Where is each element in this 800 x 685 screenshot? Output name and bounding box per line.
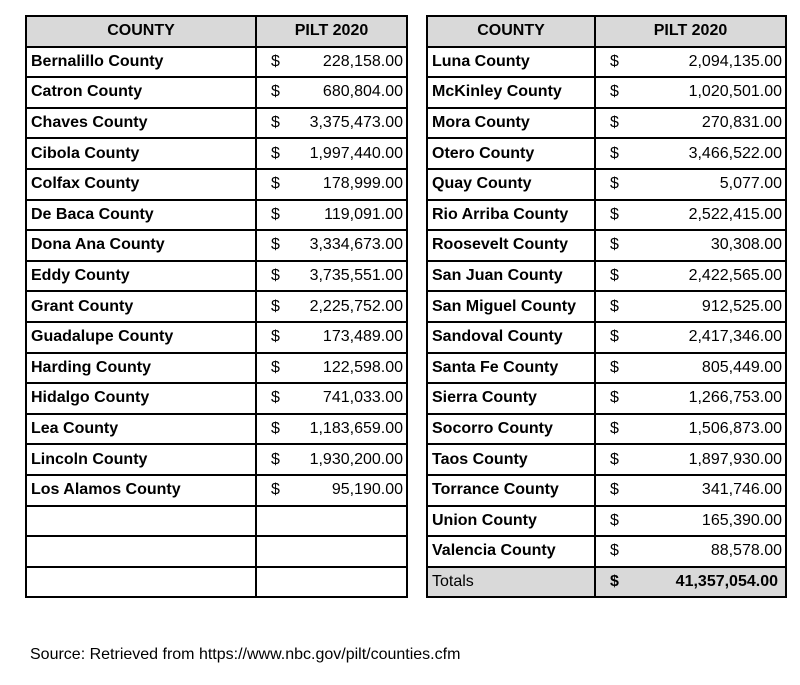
pilt-amount-cell (256, 169, 407, 200)
currency-symbol: $ (271, 328, 280, 346)
totals-row (427, 567, 786, 598)
currency-symbol: $ (610, 267, 619, 285)
table-row (427, 47, 786, 78)
table-row (26, 77, 407, 108)
table-row (427, 536, 786, 567)
table-row (26, 414, 407, 445)
currency-symbol: $ (610, 205, 619, 223)
pilt-amount-cell (595, 291, 786, 322)
pilt-header: PILT 2020 (256, 16, 407, 47)
pilt-amount-cell (595, 322, 786, 353)
pilt-amount: 341,746.00 (701, 481, 782, 499)
pilt-amount: 30,308.00 (710, 236, 782, 254)
currency-symbol: $ (610, 83, 619, 101)
pilt-amount-cell (595, 77, 786, 108)
county-name: Guadalupe County (26, 322, 256, 353)
currency-symbol: $ (271, 481, 280, 499)
county-name: Luna County (427, 47, 595, 78)
pilt-amount: 88,578.00 (710, 542, 782, 560)
table-row (26, 383, 407, 414)
currency-symbol: $ (610, 297, 619, 315)
county-name: Valencia County (427, 536, 595, 567)
pilt-amount-cell (595, 414, 786, 445)
currency-symbol: $ (271, 52, 280, 70)
currency-symbol: $ (610, 358, 619, 376)
county-name: San Miguel County (427, 291, 595, 322)
pilt-amount-cell (595, 353, 786, 384)
table-row (427, 291, 786, 322)
currency-symbol: $ (271, 267, 280, 285)
pilt-amount-cell (595, 47, 786, 78)
pilt-table-left (25, 15, 408, 598)
pilt-amount: 912,525.00 (701, 297, 782, 315)
pilt-amount: 165,390.00 (701, 511, 782, 529)
pilt-amount-cell (595, 169, 786, 200)
currency-symbol: $ (271, 205, 280, 223)
totals-amount-cell (595, 567, 786, 598)
pilt-amount: 2,522,415.00 (688, 205, 782, 223)
pilt-amount-cell (595, 444, 786, 475)
table-row (427, 138, 786, 169)
pilt-amount-cell (256, 47, 407, 78)
county-name: Eddy County (26, 261, 256, 292)
table-row (26, 291, 407, 322)
empty-row (26, 506, 407, 537)
pilt-amount-cell (256, 200, 407, 231)
currency-symbol: $ (271, 358, 280, 376)
pilt-amount-cell (595, 536, 786, 567)
pilt-amount: 1,020,501.00 (688, 83, 782, 101)
pilt-amount: 173,489.00 (322, 328, 403, 346)
table-row (26, 444, 407, 475)
pilt-amount: 1,930,200.00 (309, 450, 403, 468)
table-row (427, 322, 786, 353)
pilt-amount-cell (256, 475, 407, 506)
totals-label: Totals (427, 567, 595, 598)
county-name: Hidalgo County (26, 383, 256, 414)
currency-symbol: $ (271, 297, 280, 315)
table-row (427, 383, 786, 414)
pilt-amount: 228,158.00 (322, 52, 403, 70)
currency-symbol: $ (610, 328, 619, 346)
county-name: Los Alamos County (26, 475, 256, 506)
table-row (427, 444, 786, 475)
pilt-amount-cell (256, 383, 407, 414)
pilt-amount: 1,506,873.00 (688, 420, 782, 438)
pilt-amount-cell (256, 353, 407, 384)
empty-row (26, 567, 407, 598)
currency-symbol: $ (610, 389, 619, 407)
pilt-amount-cell (256, 138, 407, 169)
currency-symbol: $ (610, 52, 619, 70)
table-row (427, 506, 786, 537)
county-name: Dona Ana County (26, 230, 256, 261)
county-name: McKinley County (427, 77, 595, 108)
table-row (427, 200, 786, 231)
pilt-amount: 680,804.00 (322, 83, 403, 101)
county-name: Rio Arriba County (427, 200, 595, 231)
empty-cell (256, 506, 407, 537)
currency-symbol: $ (610, 450, 619, 468)
county-name: Lea County (26, 414, 256, 445)
table-row (427, 414, 786, 445)
county-name: Bernalillo County (26, 47, 256, 78)
county-name: San Juan County (427, 261, 595, 292)
pilt-amount: 1,997,440.00 (309, 144, 403, 162)
pilt-table-right (426, 15, 787, 598)
pilt-amount-cell (256, 414, 407, 445)
table-row (427, 261, 786, 292)
pilt-amount: 178,999.00 (322, 175, 403, 193)
table-row (26, 108, 407, 139)
county-name: De Baca County (26, 200, 256, 231)
county-name: Otero County (427, 138, 595, 169)
table-row (427, 169, 786, 200)
county-name: Cibola County (26, 138, 256, 169)
county-name: Sierra County (427, 383, 595, 414)
county-name: Roosevelt County (427, 230, 595, 261)
empty-cell (26, 536, 256, 567)
pilt-amount: 805,449.00 (701, 358, 782, 376)
currency-symbol: $ (610, 481, 619, 499)
pilt-amount-cell (595, 261, 786, 292)
pilt-amount: 122,598.00 (322, 358, 403, 376)
pilt-amount-cell (595, 475, 786, 506)
county-name: Lincoln County (26, 444, 256, 475)
currency-symbol: $ (610, 144, 619, 162)
county-name: Grant County (26, 291, 256, 322)
county-name: Sandoval County (427, 322, 595, 353)
pilt-amount: 95,190.00 (331, 481, 403, 499)
table-row (427, 230, 786, 261)
currency-symbol: $ (271, 114, 280, 132)
table-row (26, 230, 407, 261)
pilt-amount: 2,422,565.00 (688, 267, 782, 285)
currency-symbol: $ (610, 572, 619, 590)
source-note: Source: Retrieved from https://www.nbc.gov/pilt/counties.cfm (30, 646, 461, 663)
pilt-amount: 1,183,659.00 (309, 420, 403, 438)
table-row (26, 353, 407, 384)
currency-symbol: $ (271, 420, 280, 438)
header-row (427, 16, 786, 47)
table-row (26, 138, 407, 169)
empty-cell (256, 567, 407, 598)
pilt-amount: 2,417,346.00 (688, 328, 782, 346)
currency-symbol: $ (271, 144, 280, 162)
pilt-amount: 5,077.00 (719, 175, 782, 193)
currency-symbol: $ (271, 175, 280, 193)
table-row (26, 200, 407, 231)
county-name: Catron County (26, 77, 256, 108)
pilt-amount-cell (256, 108, 407, 139)
county-header: COUNTY (427, 16, 595, 47)
county-name: Union County (427, 506, 595, 537)
pilt-amount: 3,375,473.00 (309, 114, 403, 132)
county-name: Harding County (26, 353, 256, 384)
table-row (427, 108, 786, 139)
pilt-amount: 1,897,930.00 (688, 450, 782, 468)
pilt-amount-cell (256, 322, 407, 353)
pilt-header: PILT 2020 (595, 16, 786, 47)
pilt-amount: 3,735,551.00 (309, 267, 403, 285)
pilt-amount-cell (256, 291, 407, 322)
empty-cell (26, 506, 256, 537)
pilt-amount-cell (595, 138, 786, 169)
currency-symbol: $ (610, 511, 619, 529)
pilt-amount-cell (595, 506, 786, 537)
table-row (26, 322, 407, 353)
currency-symbol: $ (610, 542, 619, 560)
pilt-amount-cell (595, 200, 786, 231)
table-row (427, 77, 786, 108)
county-name: Torrance County (427, 475, 595, 506)
pilt-amount: 741,033.00 (322, 389, 403, 407)
currency-symbol: $ (610, 420, 619, 438)
table-row (427, 353, 786, 384)
pilt-amount-cell (256, 261, 407, 292)
pilt-amount: 270,831.00 (701, 114, 782, 132)
pilt-amount-cell (595, 108, 786, 139)
currency-symbol: $ (271, 450, 280, 468)
totals-amount: 41,357,054.00 (675, 572, 778, 590)
pilt-amount: 3,334,673.00 (309, 236, 403, 254)
county-name: Quay County (427, 169, 595, 200)
pilt-amount-cell (256, 77, 407, 108)
county-header: COUNTY (26, 16, 256, 47)
currency-symbol: $ (610, 175, 619, 193)
currency-symbol: $ (610, 114, 619, 132)
pilt-amount-cell (256, 444, 407, 475)
table-row (26, 261, 407, 292)
empty-row (26, 536, 407, 567)
pilt-amount: 1,266,753.00 (688, 389, 782, 407)
county-name: Socorro County (427, 414, 595, 445)
pilt-amount-cell (256, 230, 407, 261)
empty-cell (26, 567, 256, 598)
table-row (26, 47, 407, 78)
pilt-amount: 2,225,752.00 (309, 297, 403, 315)
county-name: Chaves County (26, 108, 256, 139)
table-row (26, 475, 407, 506)
table-row (26, 169, 407, 200)
pilt-amount-cell (595, 383, 786, 414)
county-name: Mora County (427, 108, 595, 139)
county-name: Santa Fe County (427, 353, 595, 384)
county-name: Taos County (427, 444, 595, 475)
county-name: Colfax County (26, 169, 256, 200)
empty-cell (256, 536, 407, 567)
pilt-amount: 2,094,135.00 (688, 52, 782, 70)
currency-symbol: $ (271, 389, 280, 407)
table-row (427, 475, 786, 506)
header-row (26, 16, 407, 47)
pilt-amount-cell (595, 230, 786, 261)
pilt-amount: 3,466,522.00 (688, 144, 782, 162)
pilt-amount: 119,091.00 (324, 205, 403, 223)
currency-symbol: $ (271, 83, 280, 101)
currency-symbol: $ (271, 236, 280, 254)
currency-symbol: $ (610, 236, 619, 254)
